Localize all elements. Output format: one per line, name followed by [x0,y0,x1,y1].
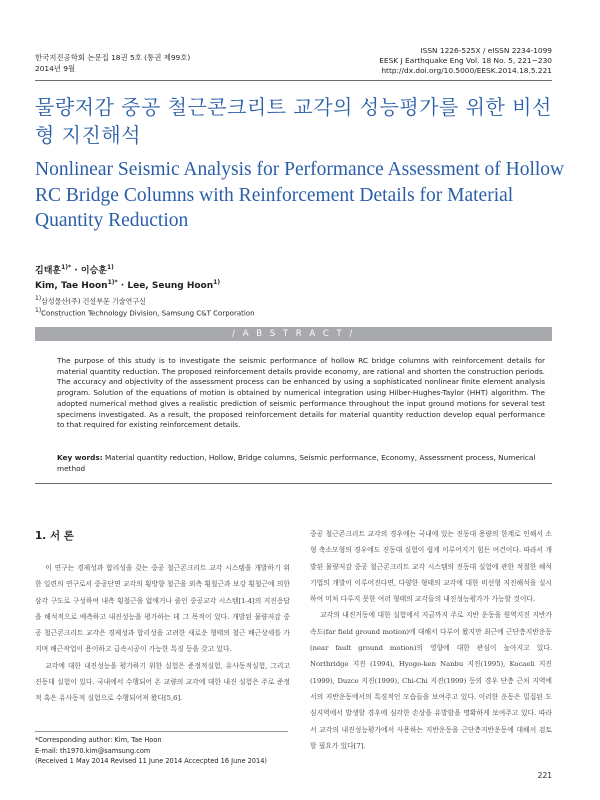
author-1-ko: 김태훈 [35,266,62,276]
paragraph: 이 연구는 경제성과 합리성을 갖는 중공 철근콘크리트 교각 시스템을 개발하기 위한 일련의 연구로서 중공단면 교각의 횡방향 철근을 외측 횡철근과 보강 횡철근에 의한 삼각 구도로 구성하여 내측 횡철근을 없애거나 줄인 중공교각 시스템[1-4]의 지진응답을 해석적으로 예측하고 내진성능을 평가하는 데 그 목적이 있다. 개발된 물량저감 중공 철근콘크리트 교각은 경제성과 합리성을 고려한 새로운 형태의 철근 배근상세를 가지며 배근작업이 용이하고 급속시공이 가능한 특징 등을 갖고 있다. [35,564,290,654]
section-heading-introduction: 1. 서 론 [35,530,74,542]
paragraph: 중공 철근콘크리트 교각의 경우에는 국내에 있는 진동대 용량의 한계로 인해서 소형 축소모형의 경우에도 진동대 실험이 쉽게 이루어지기 힘든 여건이다. 따라서 개발된 물량저감 중공 철근콘크리트 교각 시스템의 진동대 실험에 관한 적절한 해석기법의 개발이 이루어진다면, 다양한 형태의 교각에 대한 비선형 지진해석을 실시하여 미처 다루지 못한 여러 형태의 교각들의 내진성능평가가 가능할 것이다. [310,530,552,604]
journal-header-left [35,52,190,74]
author-2-ko-sup: 1) [106,264,114,271]
author-1-ko-sup: 1)* [61,264,72,271]
authors-korean [35,263,114,276]
footnote-divider [35,731,288,732]
keywords [57,453,545,474]
author-email[interactable]: E-mail: th1970.kim@samsung.com [35,746,151,755]
abstract-divider [35,483,552,484]
header-divider [35,80,552,81]
keywords-list: Material quantity reduction, Hollow, Bridge columns, Seismic performance, Economy, Assessment process, Numerical method [57,453,536,473]
author-separator: · [74,266,78,276]
paragraph: 교각에 대한 내진성능을 평가하기 위한 실험은 준정적실험, 유사동적실험, 그리고 진동대 실험이 있다. 국내에서 수행되어 온 교량의 교각에 대한 내진 실험은 주로 준정적 혹은 유사동적 실험으로 수행되어져 왔다[5,6]. [35,661,290,703]
affiliation-ko-sup: 1) [35,295,42,302]
abstract-heading-bar: / A B S T R A C T / [35,327,552,341]
journal-name-en: EESK J Earthquake Eng Vol. 18 No. 5, 221~230 [379,56,552,65]
affiliation-ko: $^{1)}$삼성물산(주) 건설부문 기술연구실 [35,295,146,306]
journal-name-ko: 한국지진공학회 논문집 18권 5호 (통권 제99호) [35,53,191,62]
body-column-left [35,560,290,707]
footnote [35,735,267,767]
author-2-ko: 이승훈 [80,266,107,276]
title-english: Nonlinear Seismic Analysis for Performance Assessment of Hollow RC Bridge Columns with Reinforcement Details for Material Quantity Reduction [35,159,565,231]
received-dates: (Received 1 May 2014 Revised 11 June 2014 Accecpted 16 June 2014) [35,757,267,765]
abstract-text: The purpose of this study is to investigate the seismic performance of hollow RC bridge columns with reinforcement details for material quantity reduction. The proposed reinforcement details provide economy, are rational and shorten the construction periods. The accuracy and objectivity of the assessment process can be enhanced by using a sophisticated nonlinear finite element analysis program. Solution of the equations of motion is obtained by numerical integration using Hilber-Hughes-Taylor (HHT) algorithm. The adopted numerical method gives a realistic prediction of seismic performance throughout the input ground motions for several test specimens investigated. As a result, the proposed reinforcement details for material quantity reduction develop equal performance to that required for existing reinforcement details. [57,356,545,430]
author-2-en: Lee, Seung Hoon [127,281,214,291]
issue-date-ko: 2014년 9월 [35,64,76,73]
authors-english [35,279,220,291]
affiliation-en-sup: 1) [35,307,42,315]
author-2-en-sup: 1) [213,279,221,286]
affiliation-en: $^{1)}$Construction Technology Division, Samsung C&T Corporation [35,307,255,318]
body-column-right [310,526,552,754]
doi-link[interactable]: http://dx.doi.org/10.5000/EESK.2014.18.5.221 [381,66,552,75]
journal-header-right [379,46,552,76]
keywords-label: Key words: [57,453,103,462]
paragraph: 교각의 내진거동에 대한 실험에서 지금까지 주로 지반 운동을 원역지진 지반가속도(far field ground motion)에 대해서 다루어 왔지만 최근에 근단층지반운동(near fault ground motion)의 영향에 대한 관심이 높아지고 있다. Northridge 지진 (1994), Hyogo-ken Nanbu 지진(1995), Kocaeli 지진(1999), Duzce 지진(1999), Chi-Chi 지진(1999) 등의 경우 단층 근처 지역에서의 지반운동에서의 특징적인 모습들을 보여주고 있다. 이러한 운동은 밀집된 도심지역에서 발생할 경우에 심각한 손상을 유발함을 명확하게 보여주고 있다. 따라서 교각의 내진성능평가에서 사용하는 지반운동을 근단층지반운동에 대해서 검토할 필요가 있다[7]. [310,611,552,750]
issn: ISSN 1226-525X / eISSN 2234-1099 [420,46,552,55]
author-1-en-sup: 1)* [107,279,118,286]
title-korean: 물량저감 중공 철근콘크리트 교각의 성능평가를 위한 비선형 지진해석 [35,95,552,147]
author-1-en: Kim, Tae Hoon [35,281,108,291]
page-number: 221 [537,771,552,780]
affiliations [35,294,255,319]
author-separator: · [120,281,125,291]
corresponding-author: *Corresponding author: Kim, Tae Hoon [35,736,162,744]
